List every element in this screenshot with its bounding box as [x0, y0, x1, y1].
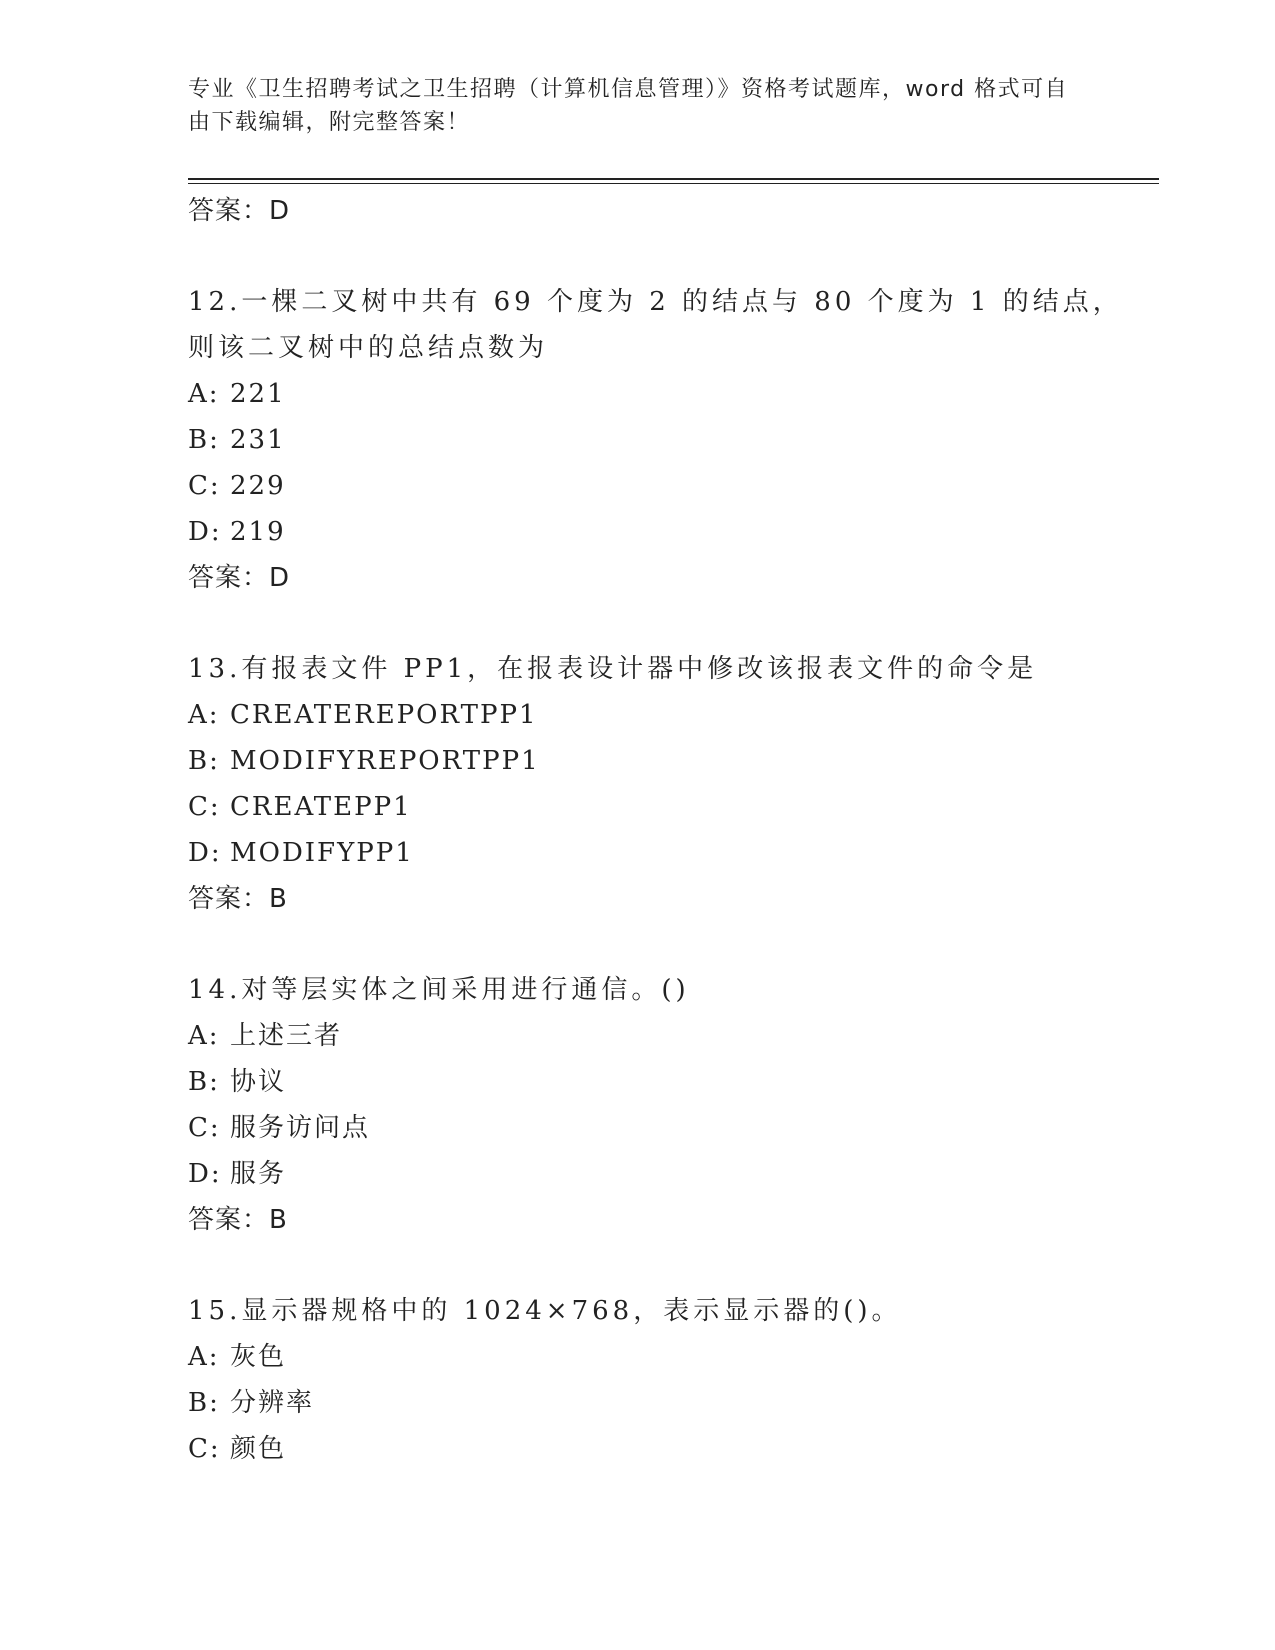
- option-c: [188, 463, 1148, 509]
- option-d: [188, 509, 1148, 555]
- option-letter: D:: [188, 1159, 222, 1189]
- option-letter: C:: [188, 471, 221, 501]
- page-header: 专业《卫生招聘考试之卫生招聘（计算机信息管理）》资格考试题库，word 格式可自由下载编辑，附完整答案！: [188, 77, 1069, 135]
- option-c: [188, 784, 1148, 830]
- option-text: 上述三者: [230, 1021, 343, 1051]
- option-c: [188, 1426, 1148, 1472]
- option-text: 服务: [230, 1159, 287, 1189]
- question-stem: 14.对等层实体之间采用进行通信。(): [188, 975, 690, 1005]
- option-d: [188, 830, 1148, 876]
- question-block: [188, 1288, 1148, 1472]
- option-a: [188, 692, 1148, 738]
- option-letter: D:: [188, 838, 222, 868]
- option-d: [188, 1151, 1148, 1197]
- question-list: [188, 188, 1148, 1517]
- option-text: 221: [230, 379, 286, 409]
- option-letter: C:: [188, 1434, 221, 1464]
- option-a: [188, 1013, 1148, 1059]
- option-b: [188, 738, 1148, 784]
- question-block: [188, 279, 1148, 601]
- option-text: MODIFYPP1: [230, 838, 414, 868]
- answer-line: 答案：D: [188, 563, 291, 593]
- question-stem: 13.有报表文件 PP1，在报表设计器中修改该报表文件的命令是: [188, 654, 1038, 684]
- option-text: 服务访问点: [230, 1113, 371, 1143]
- header-divider: [188, 178, 1159, 184]
- option-text: 分辨率: [230, 1388, 315, 1418]
- option-text: 颜色: [230, 1434, 287, 1464]
- question-stem: 12.一棵二叉树中共有 69 个度为 2 的结点与 80 个度为 1 的结点，则该二叉树中的总结点数为: [188, 287, 1123, 363]
- answer-line: 答案：B: [188, 884, 288, 914]
- option-text: CREATEPP1: [230, 792, 412, 822]
- option-letter: B:: [188, 1388, 220, 1418]
- option-b: [188, 1380, 1148, 1426]
- option-text: MODIFYREPORTPP1: [230, 746, 540, 776]
- option-text: 219: [230, 517, 286, 547]
- option-text: 灰色: [230, 1342, 287, 1372]
- option-b: [188, 417, 1148, 463]
- option-letter: A:: [188, 379, 220, 409]
- answer-line: 答案：B: [188, 1205, 288, 1235]
- option-letter: C:: [188, 1113, 221, 1143]
- option-text: 229: [230, 471, 286, 501]
- option-text: CREATEREPORTPP1: [230, 700, 538, 730]
- option-letter: A:: [188, 700, 220, 730]
- option-text: 协议: [230, 1067, 287, 1097]
- option-b: [188, 1059, 1148, 1105]
- option-letter: B:: [188, 746, 220, 776]
- option-text: 231: [230, 425, 286, 455]
- option-c: [188, 1105, 1148, 1151]
- answer-line: 答案：D: [188, 196, 291, 226]
- option-a: [188, 1334, 1148, 1380]
- option-letter: B:: [188, 425, 220, 455]
- option-letter: A:: [188, 1342, 220, 1372]
- option-letter: D:: [188, 517, 222, 547]
- option-letter: B:: [188, 1067, 220, 1097]
- option-letter: A:: [188, 1021, 220, 1051]
- option-letter: C:: [188, 792, 221, 822]
- question-block: [188, 967, 1148, 1243]
- option-a: [188, 371, 1148, 417]
- question-block: [188, 646, 1148, 922]
- question-stem: 15.显示器规格中的 1024×768，表示显示器的()。: [188, 1296, 902, 1326]
